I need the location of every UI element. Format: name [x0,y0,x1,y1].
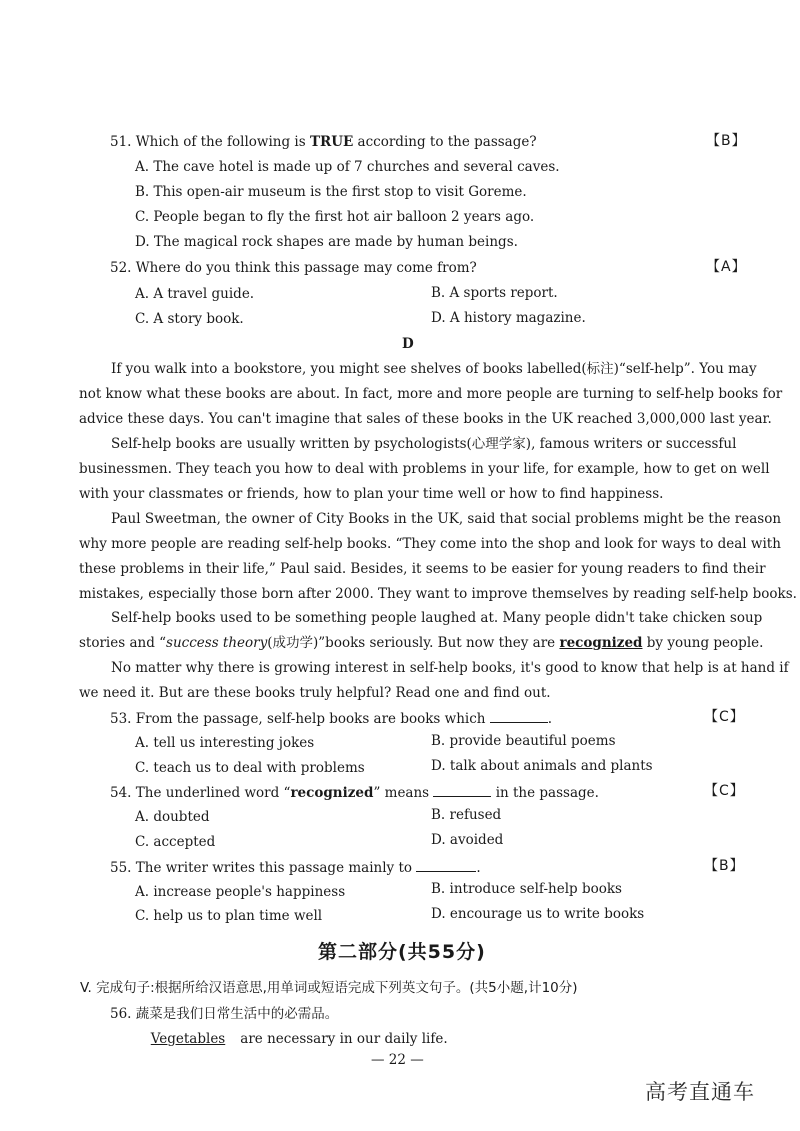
q55-option-a: A. increase people's happiness [135,884,346,900]
q55-option-c: C. help us to plan time well [135,908,323,924]
passage-line-6: with your classmates or friends, how to plan your time well or how to find happiness. [79,486,664,502]
q52-answer: 【A】 [706,259,747,275]
passage-line-11: Self-help books used to be something people laughed at. Many people didn't take chicken soup [111,610,763,626]
q53-option-c: C. teach us to deal with problems [135,760,365,776]
q52-option-a: A. A travel guide. [135,286,255,302]
q53-option-b: B. provide beautiful poems [431,733,616,749]
q54-blank [433,783,491,797]
recognized-word: recognized [559,635,643,651]
q55-option-b: B. introduce self-help books [431,881,622,897]
passage-line-5: businessmen. They teach you how to deal with problems in your life, for example, how to get on well [79,461,770,477]
section-d-heading: D [402,336,414,352]
passage-line-4: Self-help books are usually written by psychologists(心理学家), famous writers or successful [111,436,737,452]
q55-stem: 55. The writer writes this passage mainly to . [110,860,481,876]
q51-stem: 51. Which of the following is TRUE according to the passage? [110,134,537,150]
q56-fill: Vegetables [150,1031,226,1047]
q56-chinese: 56. 蔬菜是我们日常生活中的必需品。 [110,1006,339,1022]
q53-option-a: A. tell us interesting jokes [135,735,315,751]
passage-line-1: If you walk into a bookstore, you might see shelves of books labelled(标注)“self-help”. You may [111,361,757,377]
passage-line-10: mistakes, especially those born after 2000. They want to improve themselves by reading self-help books. [79,586,797,602]
passage-line-13: No matter why there is growing interest in self-help books, it's good to know that help is at hand if [111,660,789,676]
page-number: — 22 — [371,1052,424,1068]
q56-sentence: Vegetables are necessary in our daily life. [140,1030,448,1048]
q52-option-b: B. A sports report. [431,285,558,301]
q53-blank [490,709,548,723]
q54-answer: 【C】 [704,783,745,799]
q51-option-b: B. This open-air museum is the first stop to visit Goreme. [135,184,527,200]
passage-line-12: stories and “success theory(成功学)”books seriously. But now they are recognized by young people. [79,635,764,651]
q54-stem: 54. The underlined word “recognized” means in the passage. [110,785,599,801]
q55-answer: 【B】 [704,858,745,874]
passage-line-9: these problems in their life,” Paul said. Besides, it seems to be easier for young readers to find their [79,561,766,577]
passage-line-8: why more people are reading self-help books. “They come into the shop and look for ways to deal with [79,536,781,552]
q52-option-c: C. A story book. [135,311,244,327]
q54-option-c: C. accepted [135,834,216,850]
q55-blank [416,858,476,872]
q51-option-d: D. The magical rock shapes are made by human beings. [135,234,518,250]
passage-line-7: Paul Sweetman, the owner of City Books in the UK, said that social problems might be the reason [111,511,782,527]
passage-line-3: advice these days. You can't imagine that sales of these books in the UK reached 3,000,000 last year. [79,411,772,427]
q53-stem: 53. From the passage, self-help books are books which . [110,711,553,727]
q52-option-d: D. A history magazine. [431,310,586,326]
q55-option-d: D. encourage us to write books [431,906,645,922]
q51-answer: 【B】 [706,133,747,149]
q51-option-a: A. The cave hotel is made up of 7 churches and several caves. [135,159,560,175]
q51-option-c: C. People began to fly the first hot air balloon 2 years ago. [135,209,535,225]
watermark-logo: 高考直通车 [645,1080,755,1104]
part-five-heading: V. 完成句子:根据所给汉语意思,用单词或短语完成下列英文句子。(共5小题,计10分) [80,980,578,996]
passage-line-2: not know what these books are about. In fact, more and more people are turning to self-help books for [79,386,783,402]
q53-answer: 【C】 [704,709,745,725]
q52-stem: 52. Where do you think this passage may come from? [110,260,477,276]
q54-option-a: A. doubted [135,809,210,825]
q54-option-d: D. avoided [431,832,504,848]
q54-option-b: B. refused [431,807,502,823]
q53-option-d: D. talk about animals and plants [431,758,653,774]
part-two-title: 第二部分(共55分) [318,941,486,963]
passage-line-14: we need it. But are these books truly helpful? Read one and find out. [79,685,551,701]
